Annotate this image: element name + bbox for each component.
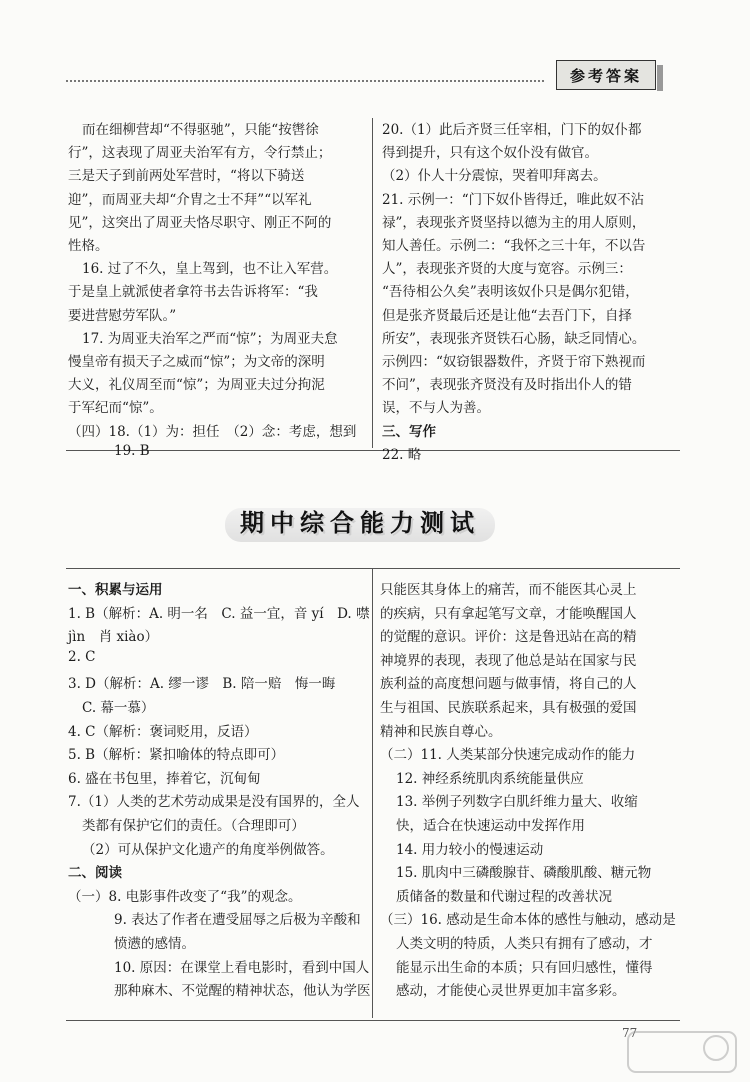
- section-banner-title: 期中综合能力测试: [240, 508, 480, 537]
- bottom-right-line: （二）11. 人类某部分快速完成动作的能力: [380, 747, 636, 764]
- bottom-right-line: 生与祖国、民族联系起来，具有极强的爱国: [380, 700, 637, 716]
- bottom-left-line: 类都有保护它们的责任。（合理即可）: [82, 818, 305, 834]
- top-right-line: 示例四：“奴窃银器数件，齐贤于帘下熟视而: [382, 354, 646, 370]
- bottom-right-line: 族利益的高度想问题与做事情，将自己的人: [380, 676, 637, 693]
- bottom-right-line: 的疾病，只有拿起笔写文章，才能唤醒国人: [380, 605, 637, 622]
- bottom-right-line: 能显示出生命的本质；只有回归感性，懂得: [396, 959, 653, 976]
- top-right-line: （2）仆人十分震惊，哭着叩拜离去。: [382, 168, 607, 185]
- top-left-line: （四）18.（1）为：担任 （2）念：考虑，想到: [68, 423, 357, 440]
- bottom-left-line: C. 幕一慕）: [82, 700, 155, 716]
- column-divider-top: [372, 118, 373, 448]
- top-right-line: 人”，表现张齐贤的大度与宽容。示例三：: [382, 261, 632, 278]
- bottom-left-line: 9. 表达了作者在遭受屈辱之后极为辛酸和: [114, 912, 361, 929]
- top-left-line: 于是皇上就派使者拿符书去告诉将军：“我: [68, 284, 318, 301]
- top-left-line: 于军纪而“惊”。: [68, 400, 163, 417]
- column-divider-bottom: [372, 568, 373, 1018]
- bottom-left-line: （2）可从保护文化遗产的角度举例做答。: [82, 841, 334, 858]
- bottom-left-line: 那种麻木、不觉醒的精神状态，他认为学医: [114, 983, 371, 1000]
- bottom-left-line: 10. 原因：在课堂上看电影时，看到中国人: [114, 959, 370, 976]
- top-left-line: 三是天子到前两处军营时，“将以下骑送: [68, 168, 305, 185]
- section-rule-middle: [66, 568, 680, 569]
- bottom-left-line: 4. C（解析：褒词贬用，反语）: [68, 723, 258, 740]
- header-dotted-rule: [66, 80, 544, 82]
- answer-key-badge: 参考答案: [556, 60, 656, 90]
- bottom-right-line: 14. 用力较小的慢速运动: [396, 841, 544, 858]
- top-right-line: 但是张齐贤最后还是让他“去吾门下，自择: [382, 307, 632, 324]
- top-right-line: 误，不与人为善。: [382, 400, 490, 417]
- top-right-line: 不问”，表现张齐贤没有及时指出仆人的错: [382, 377, 632, 394]
- top-left-line: 性格。: [68, 238, 109, 254]
- bottom-right-line: 13. 举例子列数字白肌纤维力量大、收缩: [396, 794, 638, 811]
- bottom-left-line: 1. B（解析：A. 明一名 C. 益一宜，音 yí D. 噤: [68, 605, 370, 622]
- top-left-line: 大义，礼仪周至而“惊”；为周亚夫过分拘泥: [68, 377, 325, 394]
- bottom-left-line: 5. B（解析：紧扣喻体的特点即可）: [68, 747, 285, 764]
- bottom-right-line: 12. 神经系统肌肉系统能量供应: [396, 770, 584, 787]
- bottom-left-line: 一、积累与运用: [68, 582, 163, 598]
- bottom-left-line: 二、阅读: [68, 865, 122, 882]
- bottom-left-line: 6. 盛在书包里，捧着它，沉甸甸: [68, 770, 261, 787]
- page-number: 77: [622, 1026, 638, 1040]
- bottom-right-line: 感动，才能使心灵世界更加丰富多彩。: [396, 983, 626, 1000]
- bottom-left-line: jìn 肖 xiào）: [68, 629, 159, 646]
- bottom-left-line: 3. D（解析：A. 缪一谬 B. 陪一赔 悔一晦: [68, 676, 336, 693]
- top-right-line: 禄”，表现张齐贤坚持以德为主的用人原则，: [382, 214, 646, 231]
- top-left-line: 行”，这表现了周亚夫治军有方，令行禁止；: [68, 145, 332, 162]
- top-right-line: 知人善任。示例二：“我怀之三十年，不以告: [382, 238, 646, 254]
- bottom-left-line: 2. C: [68, 648, 96, 665]
- bottom-right-line: 15. 肌肉中三磷酸腺苷、磷酸肌酸、糖元物: [396, 865, 652, 882]
- bottom-right-line: （三）16. 感动是生命本体的感性与触动，感动是: [380, 912, 676, 929]
- top-left-line: 见”，这突出了周亚夫恪尽职守、刚正不阿的: [68, 214, 332, 231]
- top-right-line: 22. 略: [382, 446, 422, 463]
- top-right-line: 所安”，表现张齐贤铁石心肠，缺乏同情心。: [382, 330, 646, 347]
- bottom-right-line: 精神和民族自尊心。: [380, 723, 502, 740]
- bottom-right-line: 神境界的表现，表现了他总是站在国家与民: [380, 652, 637, 669]
- top-right-line: 21. 示例一：“门下奴仆皆得迁，唯此奴不沾: [382, 191, 645, 208]
- bottom-right-line: 人类文明的特质，人类只有拥有了感动，才: [396, 936, 653, 952]
- bottom-right-line: 质储备的数量和代谢过程的改善状况: [396, 888, 612, 905]
- top-left-line: 而在细柳营却“不得驱驰”，只能“按辔徐: [82, 122, 319, 138]
- top-left-line: 要进营慰劳军队。”: [68, 307, 177, 324]
- top-left-line: 迎”，而周亚夫却“介胄之士不拜”“以军礼: [68, 191, 312, 208]
- bottom-left-line: 愤懑的感情。: [114, 936, 195, 952]
- top-right-line: 三、写作: [382, 423, 436, 440]
- watermark-logo: [626, 1028, 738, 1076]
- page-bottom-rule: [66, 1020, 680, 1021]
- bottom-left-line: 7.（1）人类的艺术劳动成果是没有国界的，全人: [68, 794, 360, 811]
- bottom-right-line: 的觉醒的意识。评价：这是鲁迅站在高的精: [380, 629, 637, 646]
- bottom-right-line: 快，适合在快速运动中发挥作用: [396, 818, 585, 834]
- section-rule-top: [66, 450, 680, 451]
- bottom-right-line: 只能医其身体上的痛苦，而不能医其心灵上: [380, 582, 637, 598]
- top-left-line: 16. 过了不久，皇上驾到，也不让入军营。: [82, 261, 338, 278]
- top-left-line: 慢皇帝有损天子之威而“惊”；为文帝的深明: [68, 354, 325, 370]
- top-right-line: “吾待相公久矣”表明该奴仆只是偶尔犯错，: [382, 284, 639, 301]
- top-right-line: 20.（1）此后齐贤三任宰相，门下的奴仆都: [382, 122, 642, 138]
- top-left-line: 19. B: [114, 442, 150, 459]
- top-left-line: 17. 为周亚夫治军之严而“惊”；为周亚夫怠: [82, 330, 338, 347]
- bottom-left-line: （一）8. 电影事件改变了“我”的观念。: [68, 888, 302, 905]
- top-right-line: 得到提升，只有这个奴仆没有做官。: [382, 145, 598, 162]
